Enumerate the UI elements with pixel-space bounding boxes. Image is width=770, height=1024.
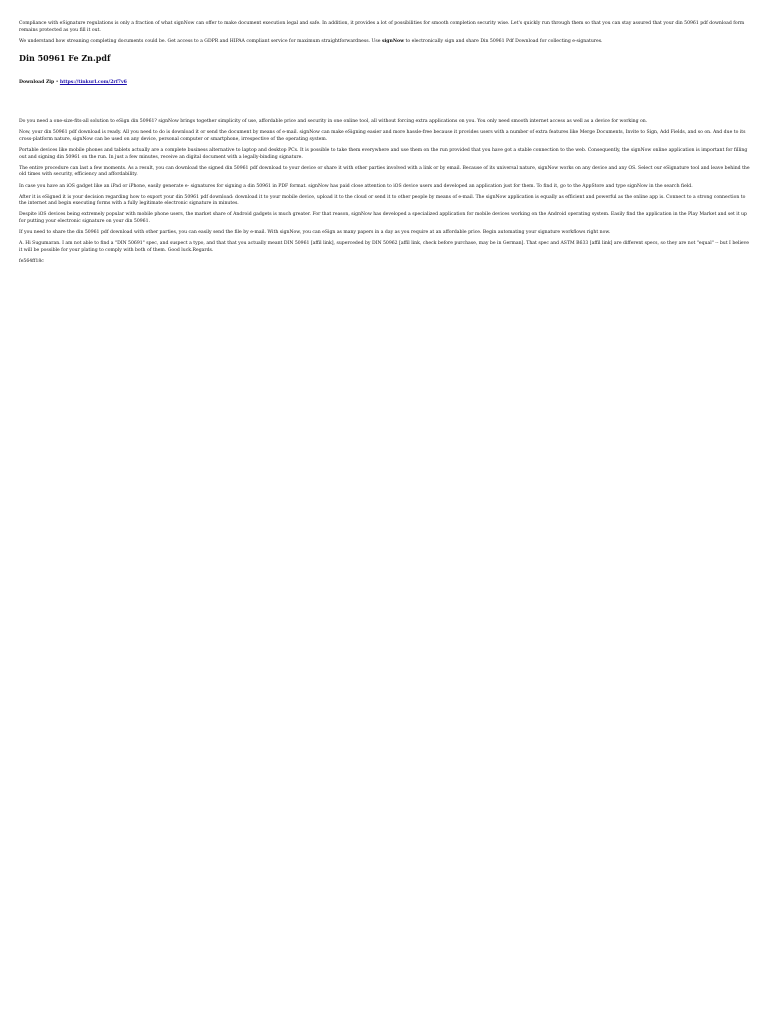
hash-code: fe564ff18c	[19, 258, 44, 264]
intro-p2-brand: signNow	[381, 39, 405, 45]
download-separator: •	[54, 79, 60, 85]
body-paragraph-ios: In case you have an iOS gadget like an iPad or iPhone, easily generate e- signatures for signing a din 50961 in PDF format. signNow has paid close attention to iOS device users and developed an application just for them. To find it, go to the AppStore and type signNow in the search field.	[19, 183, 693, 189]
body-paragraph-forum-answer: A. Hi Sugumaran. I am not able to find a "DIN 50691" spec, and suspect a typo, and that that you actually meant DIN 50961 [affil link], superceded by DIN 50962 [affil link, check before purchase, may be in German]. That spec and ASTM B633 [affil link] are different specs, so they are not "equal" -- but I believe it will be possible for your plating to comply with both of them. Good luck.Regards.	[19, 241, 749, 253]
intro-paragraph-compliance: Compliance with eSignature regulations is only a fraction of what signNow can offer to make document execution legal and safe. In addition, it provides a lot of possibilities for smooth completion security wise. Let's quickly run through them so that you can stay assured that your din 50961 pdf download form remains protected as you fill it out.	[19, 21, 745, 33]
body-paragraph-download-ready: Now, your din 50961 pdf download is ready. All you need to do is download it or send the document by means of e-mail. signNow can make eSigning easier and more hassle-free because it provides users with a number of extra features like Merge Documents, Invite to Sign, Add Fields, and so on. And due to its cross-platform nature, signNow can be used on any device, personal computer or smartphone, irrespective of the operating system.	[19, 130, 746, 143]
download-label: Download Zip	[19, 79, 55, 85]
intro-p2-after: to electronically sign and share Din 50961 Pdf Download for collecting e-signatures.	[404, 39, 603, 45]
download-link[interactable]: https://tinkurl.com/2rf7v6	[59, 79, 127, 85]
body-paragraph-entire-procedure: The entire procedure can last a few moments. As a result, you can download the signed din 50961 pdf download to your device or share it with other parties involved with a link or by email. Because of its universal nature, signNow works on any device and any OS. Select our eSignature tool and leave behind the old times with security, efficiency and affordability.	[19, 165, 750, 178]
body-paragraph-android: Despite iOS devices being extremely popular with mobile phone users, the market share of Android gadgets is much greater. For that reason, signNow has developed a specialized application for mobile devices working on the Android operating system. Easily find the application in the Play Market and set it up for putting your electronic signature on your din 50961.	[19, 212, 747, 224]
document-title: Din 50961 Fe Zn.pdf	[19, 52, 111, 63]
download-line	[19, 80, 751, 87]
body-paragraph-portable-devices: Portable devices like mobile phones and tablets actually are a complete business alternative to laptop and desktop PCs. It is possible to take them everywhere and use them on the run provided that you have got a stable connection to the web. Consequently, the signNow online application is important for filling out and signing din 50961 on the run. In just a few minutes, receive an digital document with a legally-binding signature.	[19, 148, 748, 160]
intro-p2-before: We understand how streaning completing documents could be. Get access to a GDPR and HIPAA compliant service for maximum straightforwardness. Use	[19, 39, 382, 45]
body-paragraph-one-size: Do you need a one-size-fits-all solution to eSign din 50961? signNow brings together simplicity of use, affordable price and security in one online tool, all without forcing extra applications on you. You only need smooth internet access as well as a device for working on.	[19, 119, 648, 125]
body-paragraph-share: If you need to share the din 50961 pdf download with other parties, you can easily send the file by e-mail. With signNow, you can eSign as many papers in a day as you require at an affordable price. Begin automating your signature workflows right now.	[19, 230, 611, 235]
body-paragraph-export: After it is eSigned it is your decision regarding how to export your din 50961 pdf download: download it to your mobile device, upload it to the cloud or send it to other people by means of e-mail. The signNow application is equally as efficient and powerful as the online app is. Connect to a strong connection to the internet and begin executing forms with a fully legitimate electronic signature in minutes.	[19, 194, 746, 207]
intro-paragraph-gdpr	[19, 39, 751, 46]
